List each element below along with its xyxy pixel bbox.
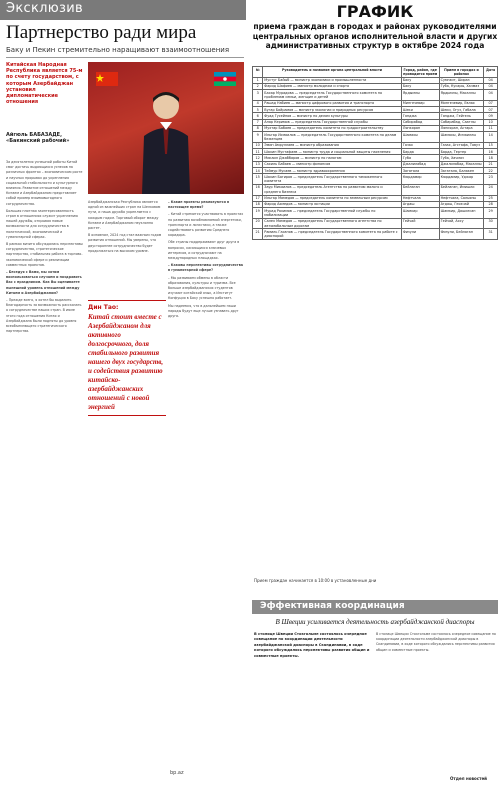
schedule-cell-d: 14: [484, 132, 498, 143]
schedule-cell-d: 29: [484, 208, 498, 219]
schedule-cell-n: 13: [253, 161, 263, 167]
schedule-cell-city: Гянджа, Гейгель: [439, 113, 484, 119]
schedule-cell-reg: Сабирабад: [401, 119, 439, 125]
schedule-cell-pos: Шахин Багиров — председатель Государственного таможенного комитета: [263, 174, 402, 185]
schedule-cell-city: Агдаш, Геокчай: [439, 201, 484, 207]
schedule-cell-n: 6: [253, 113, 263, 119]
schedule-cell-pos: Бахар Мурадова — председатель Государственного комитета по проблемам семьи, женщин и детей: [263, 90, 402, 101]
schedule-cell-n: 15: [253, 174, 263, 185]
schedule-cell-reg: Нефтчала: [401, 195, 439, 201]
schedule-cell-n: 14: [253, 168, 263, 174]
schedule-cell-reg: Шамкир: [401, 208, 439, 219]
schedule-cell-city: Джалилабад, Масаллы: [439, 161, 484, 167]
schedule-cell-pos: Шахин Мустафаев — министр труда и социальной защиты населения: [263, 149, 402, 155]
article-headline: Партнерство ради мира: [6, 22, 197, 43]
schedule-cell-pos: Мурад Рахимов — председатель Государственной службы по мобилизации: [263, 208, 402, 219]
paragraph-question: – Беседуя с Вами, мы хотим воспользоваться случаем и поздравить Вас с праздником. Как Вы оцениваете нынешний уровень отношений между Китаем и Азербайджаном?: [6, 270, 82, 295]
schedule-cell-reg: Шамахы: [401, 132, 439, 143]
sidebar-banner-label: Эффективная координация: [260, 601, 405, 611]
sidebar-author: Отдел новостей: [450, 776, 487, 781]
schedule-cell-city: Сумгаит, Шираз: [439, 77, 484, 83]
paragraph: – Мы развиваем обмены в области образования, культуры и туризма. Все больше азербайджанских студентов изучают китайский язык, а Институт Конфуция в Баку успешно работает.: [168, 275, 236, 301]
schedule-cell-d: 15: [484, 142, 498, 148]
schedule-cell-pos: Салех Мамедов — председатель Государственного агентства по автомобильным дорогам: [263, 218, 402, 229]
header-cell: Руководитель и название органа центральной власти: [263, 67, 402, 78]
schedule-cell-reg: Гейчай: [401, 218, 439, 229]
schedule-cell-pos: Микаил Джаббаров — министр по налогам: [263, 155, 402, 161]
header-cell: Дата: [484, 67, 498, 78]
schedule-cell-city: Мингечевир, Евлах: [439, 100, 484, 106]
schedule-cell-city: Шамкир, Дашкесан: [439, 208, 484, 219]
sidebar-title: В Швеции усиливается деятельность азербайджанской диаспоры: [275, 618, 475, 626]
schedule-row: [253, 174, 498, 185]
schedule-cell-city: Гейчай, Ахсу: [439, 218, 484, 229]
schedule-cell-pos: Вугар Байрамов — министр экологии и природных ресурсов: [263, 107, 402, 113]
china-flag-icon: [96, 72, 118, 86]
section-banner: [0, 0, 246, 20]
schedule-cell-d: 28: [484, 201, 498, 207]
schedule-cell-city: Шеки, Огуз, Габала: [439, 107, 484, 113]
schedule-cell-d: 24: [484, 184, 498, 195]
schedule-cell-reg: Барда: [401, 149, 439, 155]
article-text-column-3: [168, 200, 244, 760]
schedule-cell-d: 21: [484, 161, 498, 167]
schedule-cell-d: 10: [484, 119, 498, 125]
schedule-cell-d: 25: [484, 195, 498, 201]
paragraph: В столице Швеции Стокгольме состоялось очередное совещание по координации деятельности азербайджанской диаспоры в Скандинавии, в ходе которого обсуждались перспективы развития общин и совместные проекты.: [376, 632, 496, 652]
main-article: [0, 0, 246, 785]
schedule-cell-d: 09: [484, 113, 498, 119]
paragraph: Мы надеемся, что в дальнейшем наши народы будут еще лучше узнавать друг друга.: [168, 303, 239, 319]
schedule-cell-city: Кюрдамир, Уджар: [439, 174, 484, 185]
schedule-note: Прием граждан начинается в 10:00 в установленные дни: [254, 578, 377, 583]
byline-author: Айгюль БАБАЗАДЕ,: [6, 132, 62, 138]
schedule-cell-pos: Эмин Амруллаев — министр образования: [263, 142, 402, 148]
paragraph-question: – Какие проекты реализуются в настоящее время?: [168, 200, 230, 210]
schedule-cell-n: 18: [253, 201, 263, 207]
schedule-cell-n: 12: [253, 155, 263, 161]
schedule-cell-d: 18: [484, 155, 498, 161]
paragraph-question: – Каковы перспективы сотрудничества в гуманитарной сфере?: [168, 263, 244, 273]
paragraph: В рамках визита обсуждались перспективы сотрудничества, стратегическое партнерство, стабильная работа в торгово-экономической сфере и реализации совместных проектов.: [6, 242, 83, 267]
schedule-row: [253, 229, 498, 240]
schedule-cell-reg: Мингечевир: [401, 100, 439, 106]
article-byline: [6, 132, 84, 144]
header-cell: Город, район, где проводится прием: [403, 67, 438, 76]
pull-quote: [88, 300, 166, 416]
schedule-cell-reg: Баку: [401, 83, 439, 89]
schedule-row: [253, 218, 498, 229]
schedule-subtitle: приема граждан в городах и районах руководителями центральных органов исполнительной власти и других административных структур в октябре 2024 года: [252, 22, 498, 50]
schedule-cell-n: 16: [253, 184, 263, 195]
schedule-cell-reg: Джалилабад: [401, 161, 439, 167]
header-cell: Прием в городах и районах: [439, 67, 484, 78]
footer-credit: bp.az: [170, 770, 184, 776]
schedule-cell-city: Газах, Агстафа, Товуз: [439, 142, 484, 148]
schedule-cell-city: Губа, Кусары, Хачмаз: [439, 83, 484, 89]
schedule-cell-pos: Рамиль Гасанов — председатель Государственного комитета по работе с диаспорой: [263, 229, 402, 240]
schedule-cell-d: 04: [484, 83, 498, 89]
azerbaijan-flag-icon: [214, 72, 236, 86]
section-label: Эксклюзив: [6, 1, 83, 16]
schedule-cell-n: 9: [253, 132, 263, 143]
schedule-cell-city: Губа, Хачмаз: [439, 155, 484, 161]
schedule-cell-city: Физули, Бейлаган: [439, 229, 484, 240]
byline-outlet: «Бакинский рабочий»: [6, 138, 70, 144]
paragraph: Азербайджанская Республика является одной из важнейших стран на Шелковом пути, и наша дружба укрепляется с каждым годом. Торговый оборот между Китаем и Азербайджаном неуклонно растет.: [88, 200, 161, 231]
schedule-cell-n: 2: [253, 83, 263, 89]
schedule-cell-reg: Загатала: [401, 168, 439, 174]
schedule-cell-reg: Физули: [401, 229, 439, 240]
schedule-cell-d: 23: [484, 174, 498, 185]
schedule-cell-reg: Губа: [401, 155, 439, 161]
schedule-cell-pos: Фарид Ахмедов — министр юстиции: [263, 201, 402, 207]
schedule-cell-pos: Анар Керимов — председатель Государственной службы: [263, 119, 402, 125]
schedule-row: [253, 90, 498, 101]
schedule-cell-n: 19: [253, 208, 263, 219]
schedule-cell-pos: Заур Микаилов — председатель Агентства по развитию малого и среднего бизнеса: [263, 184, 402, 195]
schedule-cell-pos: Теймур Мусаев — министр здравоохранения: [263, 168, 402, 174]
schedule-table: [252, 66, 498, 240]
schedule-cell-city: Шамахы, Исмаиллы: [439, 132, 484, 143]
schedule-cell-n: 20: [253, 218, 263, 229]
schedule-cell-d: 07: [484, 107, 498, 113]
schedule-cell-pos: Ильгар Мамедов — председатель комитета по земельным ресурсам: [263, 195, 402, 201]
schedule-header-row: [253, 67, 498, 78]
paragraph: За десятилетия успешной работы Китай смог достичь выдающихся успехов на различных фронтах – экономическом росте и научных прорывах до укрепления социальной стабильности и культурного влияния. Развитие отношений между Китаем и Азербайджаном представляет собой пример взаимовыгодного сотрудничества.: [6, 160, 83, 206]
schedule-cell-pos: Ильгар Исмаилов — председатель Государственного комитета по делам беженцев: [263, 132, 402, 143]
paragraph: – Китай стремится участвовать в проектах по развитию возобновляемой энергетики, транспорта и логистики, а также содействовать развитию Среднего коридора.: [168, 212, 244, 238]
schedule-cell-n: 4: [253, 100, 263, 106]
sidebar-banner: [252, 600, 498, 614]
schedule-cell-city: Барда, Тертер: [439, 149, 484, 155]
paragraph: – Прежде всего, я хотел бы выразить благодарность за возможность рассказать о сотрудничестве наших стран. В июле этого года отношения Китая и Азербайджана были подняты до уровня всеобъемлющего стратегического партнерства.: [6, 298, 82, 334]
schedule-cell-n: 5: [253, 107, 263, 113]
schedule-cell-d: 07: [484, 100, 498, 106]
paragraph: В основном, 2024 год стал важным годом развития отношений. Мы уверены, что двустороннее сотрудничество будет продолжаться на высоком уровне.: [88, 233, 162, 253]
schedule-cell-reg: Агдаш: [401, 201, 439, 207]
schedule-cell-city: Загатала, Балакен: [439, 168, 484, 174]
schedule-cell-city: Ярдымлы, Масаллы: [439, 90, 484, 101]
schedule-body: [253, 77, 498, 239]
sidebar-lead: В столице Швеции Стокгольме состоялось очередное совещание по координации деятельности азербайджанской диаспоры в Скандинавии, в ходе которого обсуждались перспективы развития общин и совместные проекты.: [254, 632, 370, 658]
schedule-cell-city: Бейлаган, Имишли: [439, 184, 484, 195]
header-cell: №: [253, 67, 263, 78]
schedule-cell-d: 04: [484, 90, 498, 101]
schedule-row: [253, 132, 498, 143]
schedule-cell-pos: Рашад Набиев — министр цифрового развития и транспорта: [263, 100, 402, 106]
schedule-cell-n: 1: [253, 77, 263, 83]
schedule-cell-reg: Бейлаган: [401, 184, 439, 195]
schedule-cell-d: 31: [484, 229, 498, 240]
schedule-cell-n: 7: [253, 119, 263, 125]
schedule-cell-reg: Гянджа: [401, 113, 439, 119]
schedule-row: [253, 208, 498, 219]
schedule-cell-pos: Сахиль Бабаев — министр финансов: [263, 161, 402, 167]
schedule-cell-reg: Шеки: [401, 107, 439, 113]
schedule-cell-reg: Баку: [401, 77, 439, 83]
schedule-cell-reg: Ярдымлы: [401, 90, 439, 101]
schedule-cell-pos: Фарид Шафиев — министр молодежи и спорта: [263, 83, 402, 89]
schedule-cell-reg: Кюрдамир: [401, 174, 439, 185]
article-text-column-1: [6, 160, 84, 760]
schedule-cell-d: 04: [484, 77, 498, 83]
schedule-cell-d: 11: [484, 125, 498, 131]
schedule-section: [250, 0, 500, 785]
schedule-cell-d: 22: [484, 168, 498, 174]
pull-quote-text: Китай стоит вместе с Азербайджаном для активного долгосрочного, доля стабильного развития нашего двух государств, и содействия развитию китайско-азербайджанских отношений с новой энергией: [88, 313, 164, 411]
paragraph: Обе страны поддерживают друг друга в вопросах, касающихся ключевых интересов, и сотрудничают на международных площадках.: [168, 240, 240, 261]
person-silhouette-icon: [136, 84, 196, 194]
schedule-cell-city: Сабирабад, Саатлы: [439, 119, 484, 125]
schedule-cell-d: 30: [484, 218, 498, 229]
sidebar-text: [376, 632, 496, 772]
schedule-title: ГРАФИК: [336, 2, 414, 21]
schedule-cell-n: 11: [253, 149, 263, 155]
article-lead: Китайская Народная Республика является 75-м по счету государством, с которым Азербайджан установил дипломатические отношения: [6, 62, 83, 106]
schedule-cell-n: 10: [253, 142, 263, 148]
schedule-cell-n: 21: [253, 229, 263, 240]
schedule-cell-reg: Лянкяран: [401, 125, 439, 131]
schedule-cell-n: 17: [253, 195, 263, 201]
ambassador-photo: [88, 62, 244, 194]
schedule-cell-city: Нефтчала, Сальяны: [439, 195, 484, 201]
schedule-cell-n: 8: [253, 125, 263, 131]
paragraph: Большая плотная заинтересованность стран в отношениях служит укреплению нашей дружбы, открывая новые возможности для сотрудничества в политической, экономической и гуманитарной сферах.: [6, 208, 78, 239]
article-subheadline: Баку и Пекин стремительно наращивают взаимоотношения: [6, 46, 244, 58]
schedule-row: [253, 184, 498, 195]
schedule-cell-pos: Мустуг Байыб — министр экономики и промышленности: [263, 77, 402, 83]
schedule-cell-pos: Мухтар Бабаев — председатель комитета по градостроительству: [263, 125, 402, 131]
schedule-cell-d: 16: [484, 149, 498, 155]
schedule-cell-city: Лянкяран, Астара: [439, 125, 484, 131]
schedule-cell-n: 3: [253, 90, 263, 101]
pull-quote-speaker: Дин Тао:: [88, 304, 119, 311]
schedule-cell-reg: Газах: [401, 142, 439, 148]
schedule-cell-pos: Фуад Гусейнов — министр по делам культуры: [263, 113, 402, 119]
